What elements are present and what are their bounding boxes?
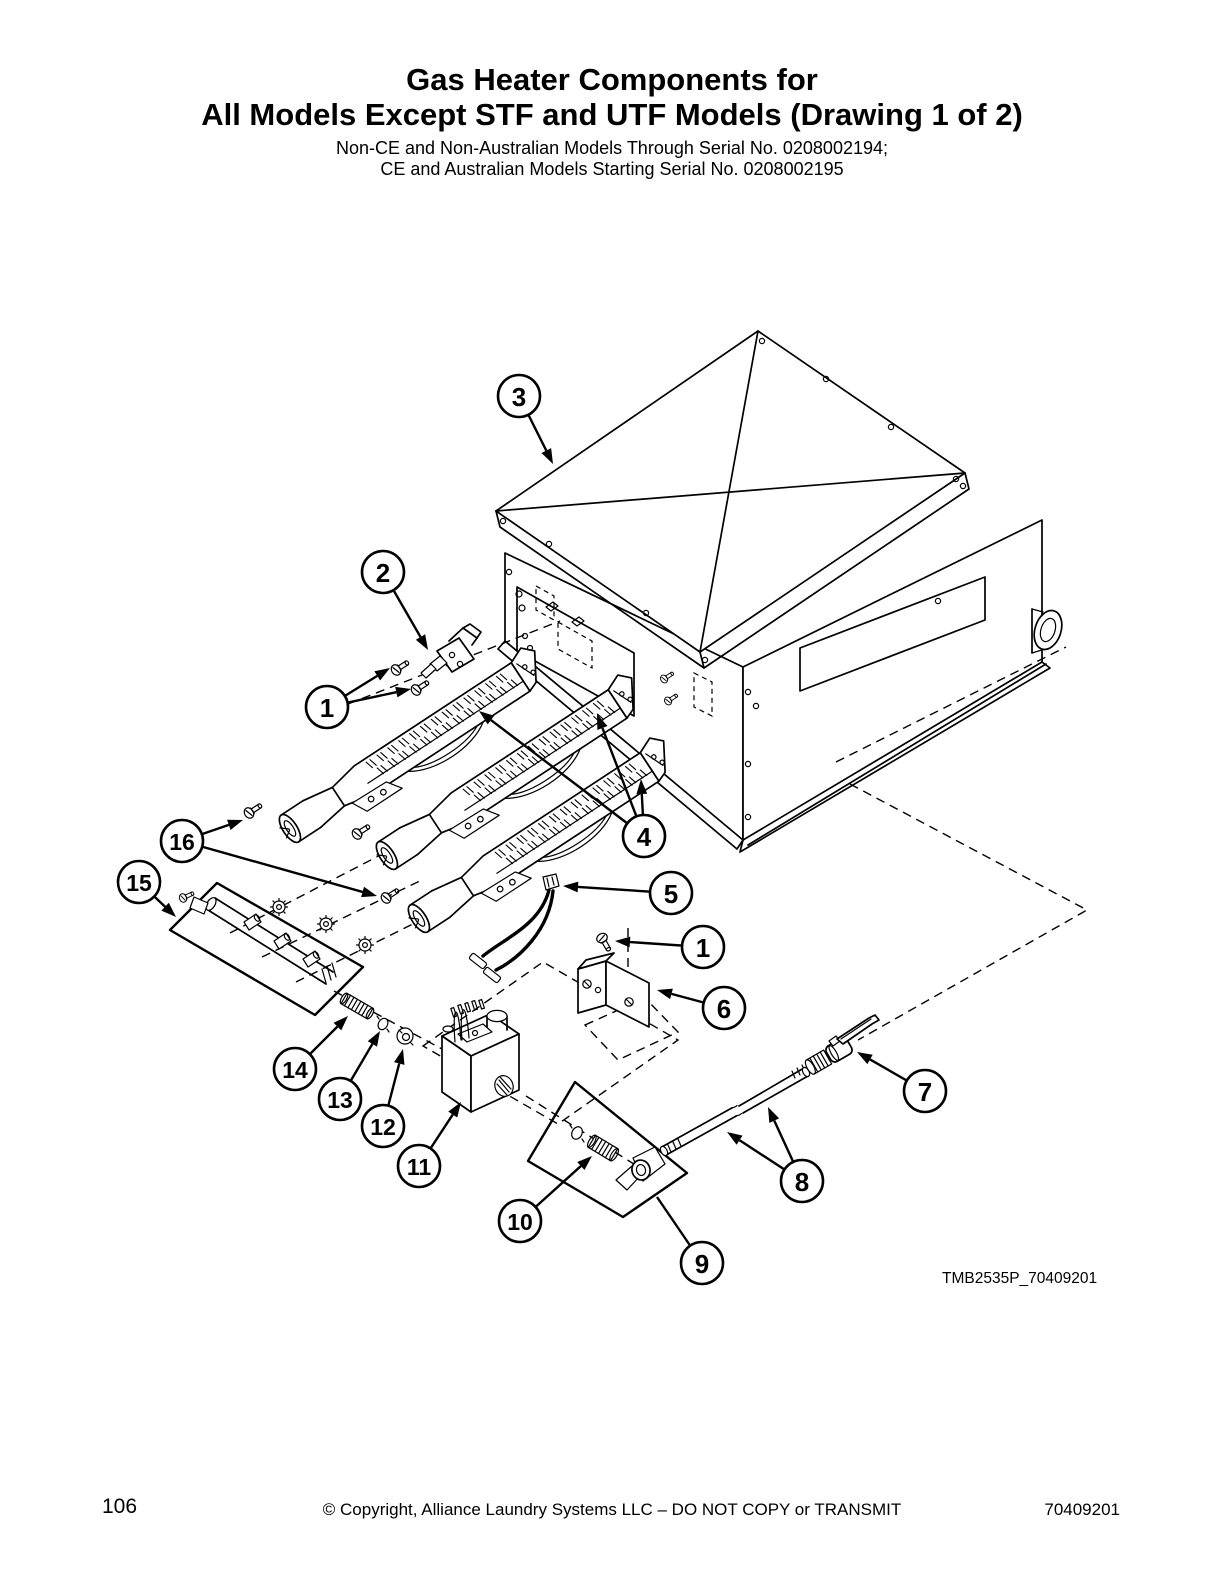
push-nuts [271,899,374,954]
callout-7 [857,1052,946,1112]
svg-text:6: 6 [716,994,732,1024]
grommet-12 [397,1028,413,1045]
spacer-14 [339,992,375,1020]
callout-10 [499,1156,592,1242]
elbow-fitting [616,1147,665,1190]
shutoff-valve [803,1015,879,1076]
union-fitting [586,1134,620,1162]
callout-13 [319,1031,380,1120]
gas-valve [442,1000,519,1112]
callout-5 [563,872,692,914]
igniter-bracket [389,624,481,697]
callout-9 [657,1197,723,1284]
svg-text:4: 4 [636,822,652,852]
svg-text:15: 15 [126,870,152,896]
burner-tube-1 [270,643,558,857]
callout-8 [727,1107,823,1202]
callout-1 [306,668,411,728]
page-title-line2: All Models Except STF and UTF Models (Drawing 1 of 2) [201,97,1023,132]
copyright-notice: © Copyright, Alliance Laundry Systems LLC – DO NOT COPY or TRANSMIT [322,1500,902,1519]
svg-text:11: 11 [406,1154,432,1180]
svg-text:14: 14 [282,1057,308,1083]
manifold-assembly [170,883,363,1015]
svg-text:13: 13 [327,1087,353,1113]
callout-12 [362,1049,404,1147]
svg-text:12: 12 [370,1114,396,1140]
lock-ring-13 [376,1016,390,1032]
svg-text:2: 2 [375,558,391,588]
page-number: 106 [102,1495,138,1518]
gas-pipe [659,1065,811,1157]
page-title-line1: Gas Heater Components for [406,62,818,97]
page-subtitle-line1: Non-CE and Non-Australian Models Through Serial No. 0208002194; [336,138,888,158]
callout-15 [118,861,176,917]
callout-1 [615,926,724,968]
callout-16 [161,820,377,897]
callout-6 [657,987,745,1029]
svg-text:5: 5 [663,879,679,909]
svg-text:1: 1 [319,693,335,723]
svg-text:7: 7 [917,1077,933,1107]
svg-text:8: 8 [794,1167,810,1197]
callout-11 [398,1102,461,1187]
document-number: 70409201 [1044,1500,1120,1519]
svg-text:1: 1 [695,933,711,963]
svg-text:9: 9 [694,1249,710,1279]
figure-label: TMB2535P_70409201 [942,1270,1098,1287]
page-subtitle-line2: CE and Australian Models Starting Serial No. 0208002195 [380,159,844,179]
callout-2 [362,551,428,650]
svg-text:10: 10 [507,1209,533,1235]
svg-text:16: 16 [169,829,195,855]
svg-text:3: 3 [511,382,527,412]
callout-3 [498,375,553,464]
